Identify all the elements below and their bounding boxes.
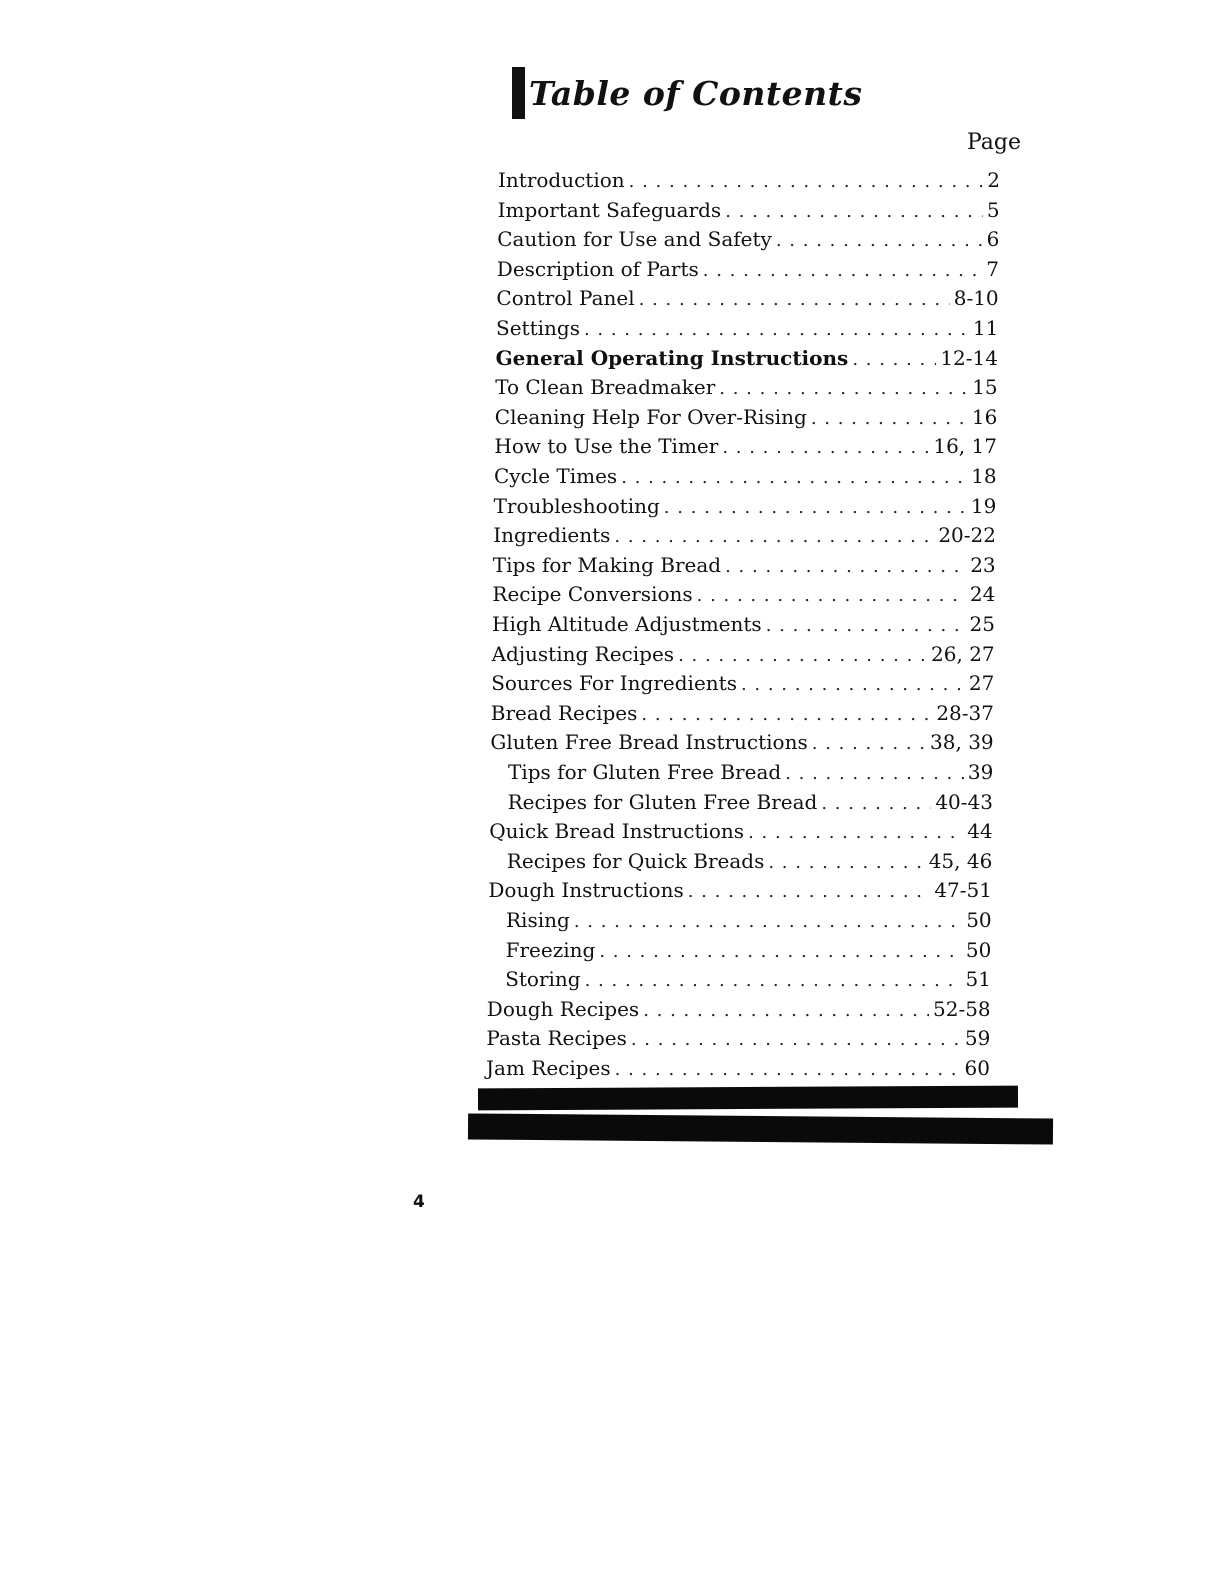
toc-entry-page: 44 [967, 819, 993, 844]
toc-entry-label: Freezing [505, 937, 596, 962]
toc-entry-label: Introduction [498, 168, 625, 192]
toc-entry [497, 255, 999, 283]
toc-entry [493, 521, 996, 549]
toc-entry-page: 19 [970, 493, 997, 518]
toc-entry-page: 45, 46 [928, 848, 993, 873]
toc-entry-page: 25 [969, 612, 995, 636]
toc-entry-label: Troubleshooting [493, 493, 660, 518]
toc-leader-dots [641, 701, 932, 729]
toc-leader-dots [631, 1026, 961, 1054]
page-column-header: Page [966, 130, 1021, 155]
toc-entry [494, 462, 997, 490]
toc-entry-label: Adjusting Recipes [491, 641, 675, 666]
toc-entry-page: 47-51 [934, 878, 992, 903]
toc-entry [496, 284, 998, 312]
toc-entry-label: Cycle Times [494, 464, 618, 488]
toc-entry [496, 314, 998, 342]
toc-leader-dots [697, 582, 966, 610]
toc-entry-page: 16 [971, 404, 998, 429]
toc-entry-label: Quick Bread Instructions [489, 819, 745, 844]
toc-entry-label: Bread Recipes [490, 700, 638, 725]
toc-entry-label: Control Panel [496, 286, 635, 311]
toc-entry [507, 847, 993, 875]
toc-entry-page: 27 [968, 671, 995, 696]
toc-entry-label: Caution for Use and Safety [497, 227, 772, 252]
toc-leader-dots [719, 375, 968, 403]
toc-leader-dots [688, 878, 931, 906]
toc-entry-label: High Altitude Adjustments [492, 612, 762, 636]
toc-leader-dots [599, 938, 962, 966]
toc-entry-page: 59 [964, 1026, 991, 1051]
toc-leader-dots [584, 316, 969, 344]
toc-leader-dots [766, 612, 966, 640]
toc-entry-label: Recipes for Quick Breads [506, 848, 765, 873]
toc-leader-dots [664, 494, 967, 522]
toc-leader-dots [621, 464, 967, 492]
toc-leader-dots [629, 168, 984, 196]
toc-entry-page: 2 [987, 168, 1000, 192]
toc-entry-label: Settings [496, 316, 580, 340]
toc-entry [508, 758, 993, 786]
redaction-bar-top [478, 1086, 1018, 1111]
toc-entry-page: 52-58 [933, 996, 991, 1021]
toc-entry-label: Storing [505, 967, 581, 992]
toc-entry-page: 12-14 [940, 345, 998, 370]
toc-entry-label: Ingredients [493, 523, 611, 548]
toc-entry [498, 166, 1000, 194]
toc-entry-page: 5 [986, 197, 1000, 222]
toc-entry-page: 15 [972, 375, 998, 400]
toc-entry-label: Gluten Free Bread Instructions [490, 730, 808, 755]
toc-entry-page: 24 [969, 582, 996, 607]
toc-leader-dots [574, 908, 962, 936]
toc-leader-dots [811, 405, 968, 433]
toc-entry-page: 7 [986, 256, 999, 281]
toc-entry-page: 8-10 [953, 286, 999, 311]
toc-leader-dots [585, 967, 962, 995]
toc-leader-dots [725, 553, 966, 581]
footer-page-number: 4 [413, 1192, 425, 1212]
toc-entry-label: Tips for Gluten Free Bread [508, 760, 782, 784]
toc-entry-page: 11 [972, 316, 999, 340]
toc-leader-dots [725, 198, 983, 226]
toc-entry [496, 344, 998, 372]
toc-leader-dots [703, 257, 983, 285]
toc-entry-label: Dough Instructions [488, 878, 684, 903]
toc-entry [505, 965, 991, 993]
toc-entry-label: General Operating Instructions [495, 345, 849, 370]
toc-leader-dots [812, 730, 926, 758]
toc-entry [493, 551, 996, 579]
toc-entry-page: 60 [964, 1056, 990, 1080]
toc-entry-page: 18 [971, 464, 997, 488]
toc-entry [491, 699, 994, 727]
toc-entry-page: 39 [967, 760, 994, 784]
toc-entry [506, 906, 992, 934]
toc-entry-label: To Clean Breadmaker [495, 375, 716, 400]
toc-leader-dots [852, 346, 936, 374]
toc-leader-dots [748, 819, 963, 847]
toc-leader-dots [821, 790, 931, 818]
toc-entry-page: 50 [965, 937, 992, 962]
toc-entry-label: Important Safeguards [497, 197, 722, 222]
toc-entry [486, 1054, 990, 1082]
toc-leader-dots [614, 523, 934, 551]
toc-entry-label: Rising [506, 908, 570, 932]
redaction-bar-bottom [468, 1113, 1053, 1144]
toc-entry [487, 995, 991, 1023]
toc-entry-label: Jam Recipes [486, 1056, 611, 1080]
toc-leader-dots [776, 227, 983, 255]
toc-entry [492, 580, 995, 608]
toc-entry-label: Pasta Recipes [486, 1026, 627, 1051]
toc-leader-dots [741, 671, 965, 699]
toc-entry [497, 225, 999, 253]
toc-entry-page: 40-43 [935, 789, 993, 814]
toc-entry [498, 196, 1000, 224]
toc-entry-page: 38, 39 [930, 730, 994, 755]
toc-entry-page: 50 [966, 908, 992, 932]
toc-entry-page: 28-37 [936, 700, 994, 725]
toc-entry-label: Description of Parts [496, 256, 699, 281]
toc-entry-page: 20-22 [938, 523, 996, 548]
toc-entry-label: Tips for Making Bread [492, 552, 722, 577]
toc-entry-label: Dough Recipes [486, 996, 640, 1021]
toc-entry-page: 6 [986, 227, 1000, 252]
toc-entry [495, 403, 998, 431]
toc-entry-label: Sources For Ingredients [491, 671, 737, 696]
toc-entry [506, 936, 992, 964]
toc-entry [495, 373, 997, 401]
toc-entry [508, 788, 993, 816]
toc-leader-dots [639, 286, 950, 314]
toc-entry [488, 876, 992, 904]
toc-entry-label: Cleaning Help For Over-Rising [494, 404, 807, 429]
toc-entry-label: Recipe Conversions [492, 582, 693, 607]
toc-leader-dots [615, 1056, 961, 1084]
toc-entry-label: How to Use the Timer [494, 434, 719, 459]
toc-entry [494, 432, 997, 460]
toc-entry [489, 817, 992, 845]
toc-entry [494, 492, 997, 520]
toc-leader-dots [768, 849, 924, 877]
toc-entry [490, 728, 993, 756]
toc-leader-dots [722, 434, 929, 462]
toc-entry [486, 1024, 990, 1052]
toc-entry-label: Recipes for Gluten Free Bread [507, 789, 818, 814]
page-title: Table of Contents [529, 73, 863, 113]
toc-entry-page: 51 [965, 967, 991, 992]
toc-leader-dots [678, 642, 927, 670]
toc-entry [492, 610, 995, 638]
toc-entry [492, 640, 995, 668]
toc-entry [491, 669, 994, 697]
toc-entry-page: 26, 27 [931, 641, 995, 666]
toc-leader-dots [785, 760, 964, 788]
toc-entry-page: 23 [970, 552, 996, 577]
toc-leader-dots [643, 997, 929, 1025]
toc-entry-page: 16, 17 [933, 434, 997, 459]
